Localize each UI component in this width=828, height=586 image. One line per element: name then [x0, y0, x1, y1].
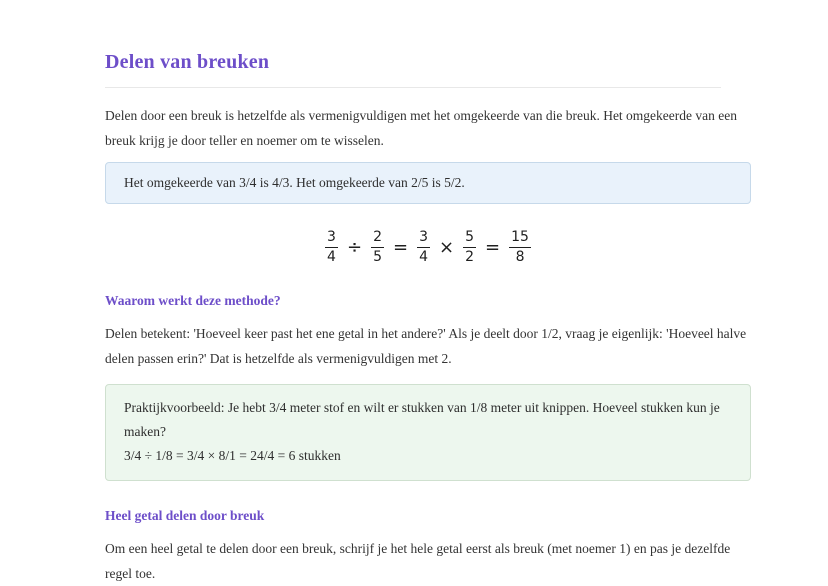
- fraction-2-numerator: 2: [371, 229, 384, 248]
- fraction-5-numerator: 15: [509, 229, 531, 248]
- fraction-3: [417, 229, 430, 266]
- fraction-5: [509, 229, 531, 266]
- title-divider: [105, 87, 721, 88]
- fraction-formula: [105, 229, 751, 266]
- divide-operator: ÷: [346, 236, 363, 258]
- fraction-2: [371, 229, 384, 266]
- fraction-5-denominator: 8: [515, 249, 525, 265]
- example-box-line-2: 3/4 ÷ 1/8 = 3/4 × 8/1 = 24/4 = 6 stukken: [124, 448, 341, 463]
- fraction-1: [325, 229, 338, 266]
- section-why-paragraph: Delen betekent: 'Hoeveel keer past het ene getal in het andere?' Als je deelt door 1/2, vraag je eigenlijk: 'Hoeveel halve delen passen erin?' Dat is hetzelfde als vermenigvuldigen met 2.: [105, 326, 747, 366]
- equals-sign-2: =: [485, 236, 501, 258]
- fraction-1-numerator: 3: [325, 229, 338, 248]
- fraction-4-denominator: 2: [465, 249, 475, 265]
- fraction-3-numerator: 3: [417, 229, 430, 248]
- section-heading-whole-number: Heel getal delen door breuk: [105, 508, 265, 523]
- intro-paragraph: Delen door een breuk is hetzelfde als vermenigvuldigen met het omgekeerde van die breuk. Het omgekeerde van een breuk krijg je door teller en noemer om te wisselen.: [105, 108, 737, 148]
- fraction-2-denominator: 5: [373, 249, 382, 265]
- multiply-operator: ×: [439, 236, 455, 258]
- fraction-3-denominator: 4: [419, 249, 428, 265]
- fraction-4: [463, 229, 476, 266]
- page-title: Delen van breuken: [105, 51, 270, 73]
- section-heading-why: Waarom werkt deze methode?: [105, 293, 281, 308]
- example-box: [105, 384, 751, 481]
- section-whole-number-paragraph: Om een heel getal te delen door een breuk, schrijf je het hele getal eerst als breuk (met noemer 1) en pas je dezelfde regel toe.: [105, 541, 731, 581]
- info-box-text: Het omgekeerde van 3/4 is 4/3. Het omgekeerde van 2/5 is 5/2.: [124, 175, 465, 190]
- equals-sign-1: =: [392, 236, 409, 258]
- fraction-1-denominator: 4: [327, 249, 336, 265]
- info-box: [105, 162, 751, 204]
- example-box-line-1: Praktijkvoorbeeld: Je hebt 3/4 meter stof en wilt er stukken van 1/8 meter uit knippen. Hoeveel stukken kun je maken?: [124, 400, 720, 439]
- article: [105, 0, 751, 586]
- fraction-4-numerator: 5: [463, 229, 476, 248]
